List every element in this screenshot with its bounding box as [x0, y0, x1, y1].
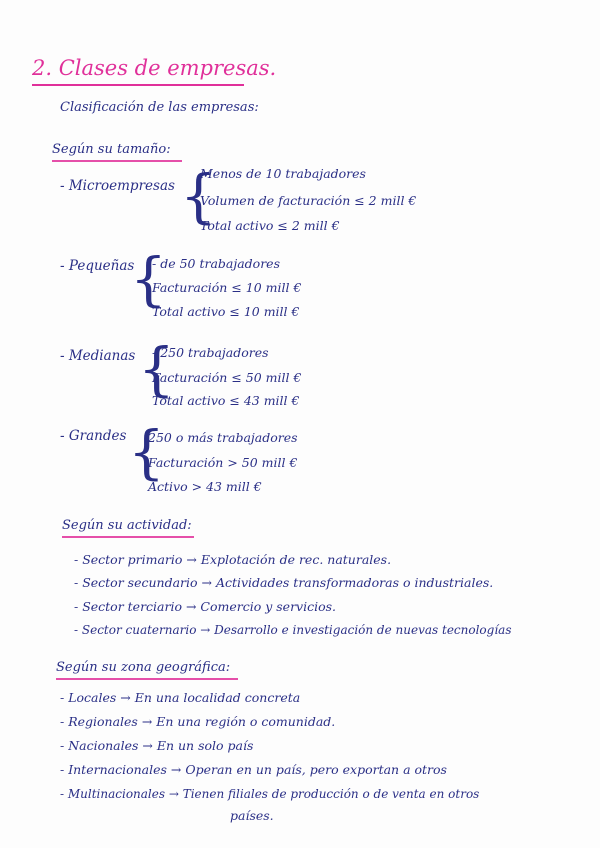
brace: {: [128, 418, 165, 486]
zone-item-continuation: países.: [230, 808, 274, 823]
size-item: Facturación > 50 mill €: [148, 455, 298, 470]
zone-item: - Locales → En una localidad concreta: [60, 690, 301, 705]
section-underline-size: [52, 160, 182, 162]
size-item: Total activo ≤ 10 mill €: [152, 304, 300, 319]
activity-item: - Sector secundario → Actividades transformadoras o industriales.: [74, 575, 494, 590]
size-item: Facturación ≤ 10 mill €: [152, 280, 302, 295]
brace: {: [180, 162, 217, 230]
size-item: Activo > 43 mill €: [148, 479, 262, 494]
size-item: Volumen de facturación ≤ 2 mill €: [200, 193, 417, 208]
zone-item: - Multinacionales → Tienen filiales de producción o de venta en otros: [60, 787, 480, 801]
page-title: 2. Clases de empresas.: [32, 56, 277, 80]
activity-item: - Sector cuaternario → Desarrollo e investigación de nuevas tecnologías: [74, 623, 512, 637]
size-item: - 250 trabajadores: [152, 345, 269, 360]
section-heading-size: Según su tamaño:: [52, 142, 171, 157]
activity-item: - Sector primario → Explotación de rec. naturales.: [74, 552, 392, 567]
activity-item: - Sector terciario → Comercio y servicios.: [74, 599, 337, 614]
size-item: Menos de 10 trabajadores: [200, 166, 366, 181]
brace: {: [138, 335, 175, 403]
section-underline-zone: [56, 678, 238, 680]
title-underline: [32, 84, 244, 86]
brace: {: [130, 245, 167, 313]
section-underline-activity: [62, 536, 194, 538]
zone-item: - Regionales → En una región o comunidad.: [60, 714, 336, 729]
section-heading-activity: Según su actividad:: [62, 518, 192, 533]
intro-text: Clasificación de las empresas:: [60, 100, 259, 115]
size-group-label: - Pequeñas: [60, 258, 135, 274]
size-group-label: - Microempresas: [60, 178, 175, 194]
zone-item: - Internacionales → Operan en un país, pero exportan a otros: [60, 762, 447, 777]
size-item: Facturación ≤ 50 mill €: [152, 370, 302, 385]
size-group-label: - Grandes: [60, 428, 127, 444]
size-item: 250 o más trabajadores: [148, 430, 298, 445]
size-item: - de 50 trabajadores: [152, 256, 280, 271]
size-item: Total activo ≤ 2 mill €: [200, 218, 340, 233]
section-heading-zone: Según su zona geográfica:: [56, 660, 231, 675]
size-item: Total activo ≤ 43 mill €: [152, 393, 300, 408]
zone-item: - Nacionales → En un solo país: [60, 738, 254, 753]
size-group-label: - Medianas: [60, 348, 136, 364]
